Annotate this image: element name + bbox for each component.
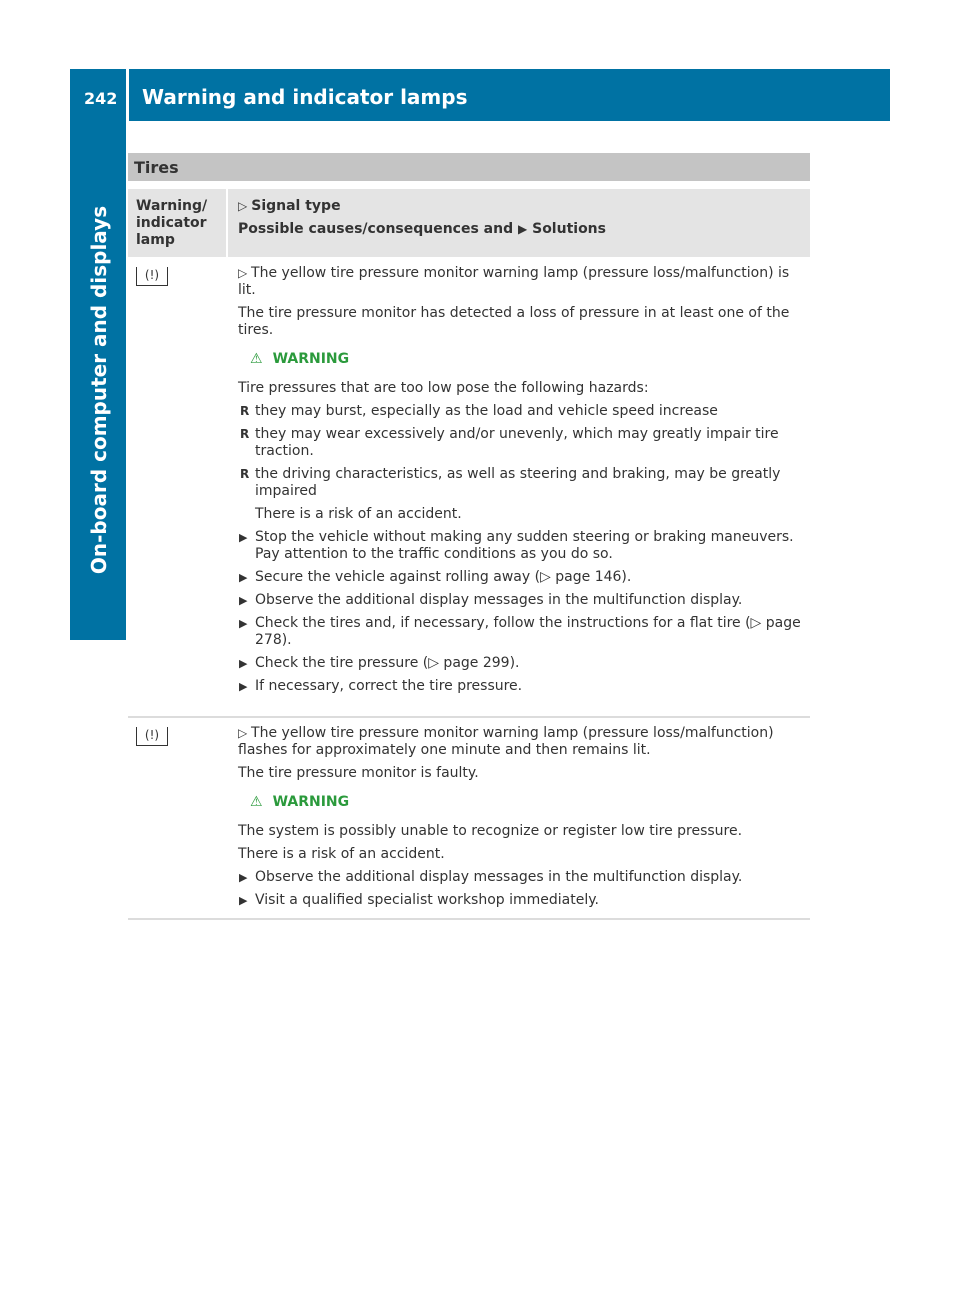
section-title: Tires [134, 158, 179, 177]
warning-heading: ⚠ WARNING [250, 351, 350, 367]
section-title-bar [128, 153, 810, 181]
risk-text: There is a risk of an accident. [255, 506, 462, 522]
row-content [238, 725, 802, 915]
step-arrow-icon: ▶ [239, 894, 248, 907]
row-divider [128, 918, 810, 920]
warning-intro: The system is possibly unable to recognize or register low tire pressure. [238, 823, 743, 839]
list-item: ▶ If necessary, correct the tire pressure. [239, 678, 523, 694]
list-item: ▶ Check the tires and, if necessary, follow the instructions for a flat tire (▷ page 278). [239, 615, 801, 648]
column-header-signal: ▷ Signal type Possible causes/consequences and ▶ Solutions [228, 189, 810, 257]
risk-text: There is a risk of an accident. [238, 846, 445, 862]
table-row [128, 265, 810, 710]
bullet-marker-icon: R [240, 404, 250, 418]
warning-heading: ⚠ WARNING [250, 794, 350, 810]
cause-text: The tire pressure monitor is faulty. [238, 765, 479, 781]
list-item: R the driving characteristics, as well as steering and braking, may be greatly impaired [240, 466, 781, 499]
step-arrow-icon: ▶ [239, 871, 248, 884]
step-arrow-icon: ▶ [239, 531, 248, 544]
step-arrow-icon: ▶ [239, 657, 248, 670]
signal-triangle-icon: ▷ [238, 726, 252, 740]
tire-pressure-icon: (!) [136, 267, 168, 286]
header-divider [126, 69, 129, 121]
bullet-marker-icon: R [240, 427, 250, 441]
signal-triangle-icon: ▷ [238, 199, 248, 213]
warning-intro: Tire pressures that are too low pose the following hazards: [238, 380, 649, 396]
list-item: ▶ Stop the vehicle without making any sudden steering or braking maneuvers. Pay attention to the traffic conditions as you do so. [239, 529, 794, 562]
column-header-lamp: Warning/ indicator lamp [128, 189, 226, 257]
step-arrow-icon: ▶ [239, 594, 248, 607]
row-content [238, 265, 802, 701]
side-tab-label: On-board computer and displays [87, 205, 111, 575]
signal-text: ▷ The yellow tire pressure monitor warning lamp (pressure loss/malfunction) is lit. [238, 265, 790, 298]
cause-text: The tire pressure monitor has detected a loss of pressure in at least one of the tires. [238, 305, 790, 338]
signal-triangle-icon: ▷ [238, 266, 252, 280]
list-item: ▶ Visit a qualified specialist workshop immediately. [239, 892, 599, 908]
list-item: ▶ Observe the additional display messages in the multifunction display. [239, 592, 743, 608]
list-item: ▶ Check the tire pressure (▷ page 299). [239, 655, 520, 671]
bullet-marker-icon: R [240, 467, 250, 481]
page-header [70, 69, 890, 121]
table-row [128, 725, 810, 915]
step-arrow-icon: ▶ [239, 617, 248, 630]
list-item: ▶ Observe the additional display messages in the multifunction display. [239, 869, 743, 885]
page-number: 242 [84, 89, 118, 108]
list-item: R they may wear excessively and/or unevenly, which may greatly impair tire traction. [240, 426, 779, 459]
warning-triangle-icon: ⚠ [250, 794, 263, 810]
solution-arrow-icon: ▶ [518, 222, 528, 236]
tire-pressure-icon: (!) [136, 727, 168, 746]
step-arrow-icon: ▶ [239, 571, 248, 584]
signal-text: ▷ The yellow tire pressure monitor warning lamp (pressure loss/malfunction) flashes for approximately one minute and then remains lit. [238, 725, 774, 758]
list-item: ▶ Secure the vehicle against rolling away (▷ page 146). [239, 569, 632, 585]
list-item: R they may burst, especially as the load and vehicle speed increase [240, 403, 718, 419]
warning-triangle-icon: ⚠ [250, 351, 263, 367]
step-arrow-icon: ▶ [239, 680, 248, 693]
page-title: Warning and indicator lamps [142, 85, 468, 109]
row-divider [128, 716, 810, 718]
